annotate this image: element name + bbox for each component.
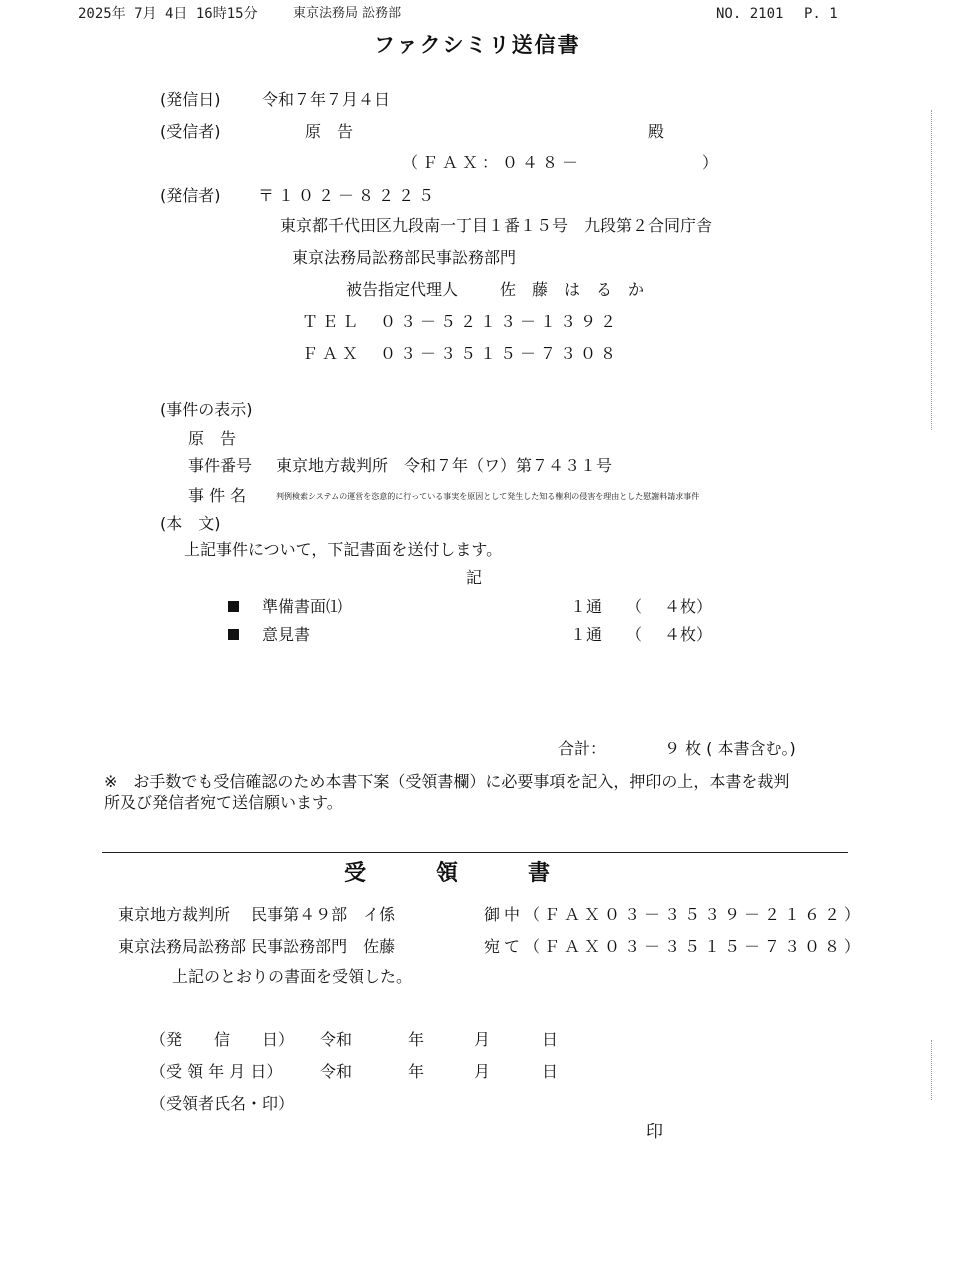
fax-header-sender: 東京法務局 訟務部 bbox=[293, 6, 402, 21]
document-name: 準備書面⑴ bbox=[262, 597, 343, 616]
receipt-title-char: 受 bbox=[344, 861, 369, 886]
sent-date-label: (発信日) bbox=[160, 90, 221, 109]
sender-fax: ０３－３５１５－７３０８ bbox=[380, 344, 621, 363]
sender-tel: ０３－５２１３－１３９２ bbox=[380, 312, 621, 331]
receipt-sender: 東京法務局訟務部 民事訟務部門 佐藤 bbox=[118, 937, 396, 956]
document-name: 意見書 bbox=[262, 625, 311, 644]
sender-department: 東京法務局訟務部民事訟務部門 bbox=[292, 248, 517, 267]
total-value: ９ 枚 ( 本書含む。) bbox=[664, 739, 796, 758]
receiver-name-label: （受領者氏名・印） bbox=[150, 1094, 295, 1113]
case-number-label: 事件番号 bbox=[188, 456, 253, 475]
body-label: (本 文) bbox=[160, 514, 221, 533]
sent-date-value: 令和７年７月４日 bbox=[262, 90, 391, 109]
ki-label: 記 bbox=[466, 568, 483, 587]
fax-header-date: 2025年 7月 4日 16時15分 bbox=[78, 6, 258, 22]
receive-date-year: 年 bbox=[408, 1062, 425, 1081]
recipient-label: (受信者) bbox=[160, 122, 221, 141]
document-pages: ４枚） bbox=[664, 625, 713, 644]
receipt-court: 東京地方裁判所 民事第４９部 イ係 bbox=[118, 905, 396, 924]
fax-header-number: NO. 2101 bbox=[716, 6, 784, 22]
sender-agent-name: 佐 藤 は る か bbox=[500, 280, 645, 299]
send-date-year: 年 bbox=[408, 1030, 425, 1049]
case-label: (事件の表示) bbox=[160, 400, 253, 419]
receive-date-month: 月 bbox=[474, 1062, 491, 1081]
receipt-court-fax: 御中（ＦＡＸ０３－３５３９－２１６２） bbox=[484, 905, 865, 924]
document-bullet bbox=[228, 601, 239, 612]
recipient-honorific: 殿 bbox=[648, 122, 665, 141]
total-label: 合計： bbox=[558, 739, 607, 758]
send-date-month: 月 bbox=[474, 1030, 491, 1049]
receive-date-label: （受 領 年 月 日） bbox=[150, 1062, 283, 1081]
note-line-1: ※ お手数でも受信確認のため本書下案（受領書欄）に必要事項を記入，押印の上，本書を裁判 bbox=[104, 772, 790, 791]
document-open-paren: （ bbox=[626, 625, 643, 644]
document-count: １通 bbox=[570, 597, 603, 616]
sender-tel-label: ＴＥＬ bbox=[302, 312, 363, 331]
case-name-value: 判例検索システムの運営を恣意的に行っている事実を原因として発生した知る権利の侵害を理由とした慰謝料請求事件 bbox=[276, 492, 700, 501]
case-plaintiff-label: 原 告 bbox=[188, 429, 237, 448]
receipt-divider bbox=[102, 852, 848, 853]
send-date-label: （発 信 日） bbox=[150, 1030, 295, 1049]
document-count: １通 bbox=[570, 625, 603, 644]
send-date-day: 日 bbox=[542, 1030, 559, 1049]
sender-agent-role: 被告指定代理人 bbox=[346, 280, 459, 299]
sender-postal: 〒１０２－８２２５ bbox=[258, 186, 439, 205]
receipt-statement: 上記のとおりの書面を受領した。 bbox=[172, 967, 413, 986]
case-number-value: 東京地方裁判所 令和７年（ワ）第７４３１号 bbox=[276, 456, 613, 475]
sender-address: 東京都千代田区九段南一丁目１番１５号 九段第２合同庁舎 bbox=[280, 216, 713, 235]
fax-header-page: P. 1 bbox=[804, 6, 838, 22]
receipt-title-char: 書 bbox=[528, 861, 553, 886]
body-text: 上記事件について，下記書面を送付します。 bbox=[184, 540, 503, 559]
receipt-sender-fax: 宛て（ＦＡＸ０３－３５１５－７３０８） bbox=[484, 937, 865, 956]
send-date-era: 令和 bbox=[320, 1030, 353, 1049]
sender-label: (発信者) bbox=[160, 186, 221, 205]
receive-date-day: 日 bbox=[542, 1062, 559, 1081]
sender-fax-label: ＦＡＸ bbox=[302, 344, 363, 363]
seal-mark: 印 bbox=[646, 1122, 663, 1142]
scan-artifact bbox=[931, 1040, 933, 1100]
scan-artifact bbox=[931, 110, 933, 430]
recipient-name: 原 告 bbox=[305, 122, 354, 141]
note-line-2: 所及び発信者宛て送信願います。 bbox=[104, 793, 343, 812]
document-bullet bbox=[228, 629, 239, 640]
receive-date-era: 令和 bbox=[320, 1062, 353, 1081]
document-pages: ４枚） bbox=[664, 597, 713, 616]
case-name-label: 事 件 名 bbox=[188, 486, 247, 505]
document-open-paren: （ bbox=[626, 597, 643, 616]
receipt-title-char: 領 bbox=[436, 861, 461, 886]
recipient-fax: （ＦＡＸ：０４８－ ） bbox=[402, 153, 723, 172]
page-title: ファクシミリ送信書 bbox=[374, 33, 581, 57]
